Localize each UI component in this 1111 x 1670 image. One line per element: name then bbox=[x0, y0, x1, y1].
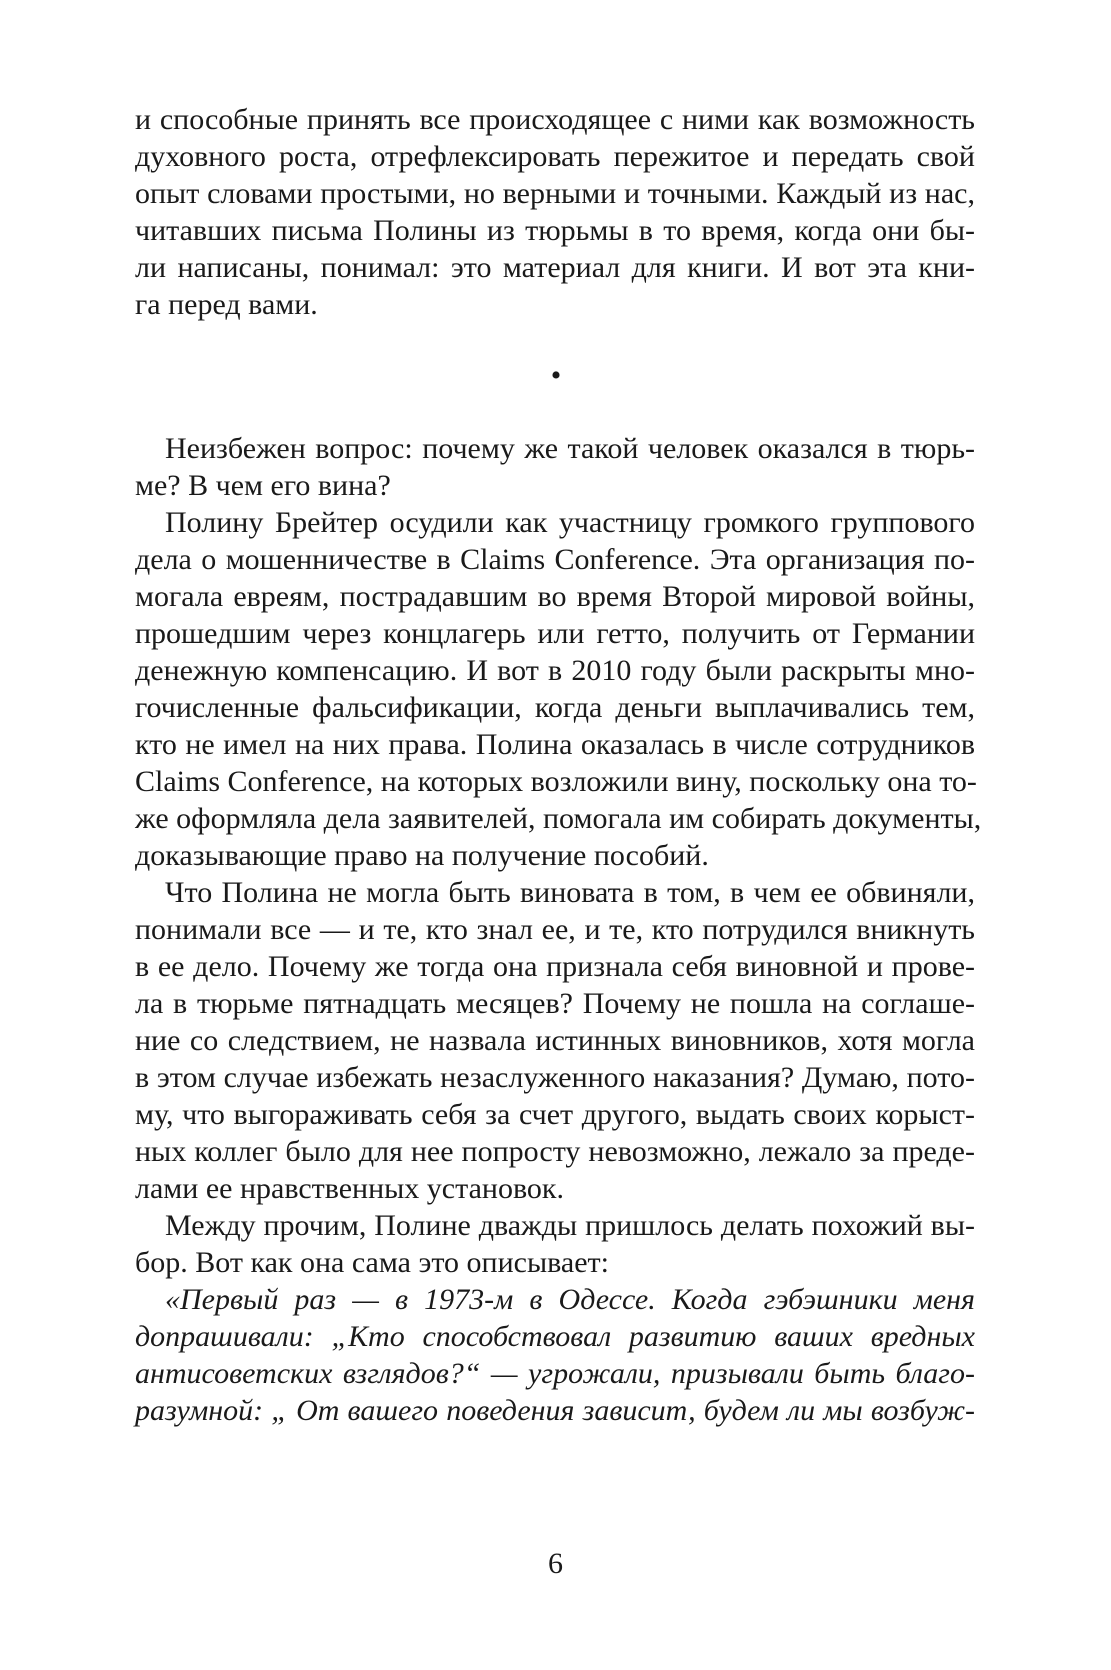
text-line: гочисленные фальсификации, когда деньги выплачивались тем, bbox=[135, 691, 975, 724]
text-line: Неизбежен вопрос: почему же такой человек оказался в тюрь- bbox=[165, 432, 975, 465]
text-line: кто не имел на них права. Полина оказалась в числе сотрудников bbox=[135, 728, 975, 761]
paragraph-2 bbox=[135, 504, 982, 874]
text-line: ных коллег было для нее попросту невозможно, лежало за преде- bbox=[135, 1135, 975, 1168]
text-line: прошедшим через концлагерь или гетто, получить от Германии bbox=[135, 617, 975, 650]
section-separator-bullet: • bbox=[550, 359, 562, 392]
text-line: «Первый раз — в 1973-м в Одессе. Когда гэбэшники меня bbox=[165, 1283, 975, 1316]
text-line: Полину Брейтер осудили как участницу громкого группового bbox=[165, 506, 975, 539]
text-line: читавших письма Полины из тюрьмы в то время, когда они бы- bbox=[135, 214, 975, 247]
page-number: 6 bbox=[548, 1547, 563, 1580]
text-line: доказывающие право на получение пособий. bbox=[135, 839, 709, 872]
text-line: допрашивали: „Кто способствовал развитию ваших вредных bbox=[135, 1320, 975, 1353]
text-line: духовного роста, отрефлексировать пережитое и передать свой bbox=[135, 140, 975, 173]
text-line: дела о мошенничестве в Claims Conference. Эта организация по- bbox=[135, 543, 975, 576]
paragraph-3 bbox=[135, 874, 975, 1207]
text-line: ли написаны, понимал: это материал для книги. И вот эта кни- bbox=[135, 251, 975, 284]
text-line: Между прочим, Полине дважды пришлось делать похожий вы- bbox=[165, 1209, 975, 1242]
text-line: му, что выгораживать себя за счет другого, выдать своих корыст- bbox=[135, 1098, 975, 1131]
text-line: разумной: „ От вашего поведения зависит, будем ли мы возбуж- bbox=[135, 1394, 975, 1427]
text-line: понимали все — и те, кто знал ее, и те, кто потрудился вникнуть bbox=[135, 913, 975, 946]
text-line: антисоветских взглядов?“ — угрожали, призывали быть благо- bbox=[135, 1357, 975, 1390]
text-line: же оформляла дела заявителей, помогала им собирать документы, bbox=[135, 802, 982, 835]
text-line: и способные принять все происходящее с ними как возможность bbox=[135, 103, 975, 136]
text-line: Claims Conference, на которых возложили вину, поскольку она то- bbox=[135, 765, 977, 798]
text-line: опыт словами простыми, но верными и точными. Каждый из нас, bbox=[135, 177, 975, 210]
text-line: ме? В чем его вина? bbox=[135, 469, 391, 502]
text-line: денежную компенсацию. И вот в 2010 году были раскрыты мно- bbox=[135, 654, 975, 687]
main-text bbox=[135, 430, 982, 1429]
text-line: ние со следствием, не назвала истинных виновников, хотя могла bbox=[135, 1024, 975, 1057]
text-line: га перед вами. bbox=[135, 288, 318, 321]
text-line: Что Полина не могла быть виновата в том, в чем ее обвиняли, bbox=[165, 876, 975, 909]
top-paragraph bbox=[135, 101, 975, 323]
paragraph-1 bbox=[135, 430, 975, 504]
text-line: в ее дело. Почему же тогда она признала себя виновной и прове- bbox=[135, 950, 975, 983]
text-line: ла в тюрьме пятнадцать месяцев? Почему не пошла на соглаше- bbox=[135, 987, 975, 1020]
paragraph-4 bbox=[135, 1207, 975, 1281]
text-line: лами ее нравственных установок. bbox=[135, 1172, 565, 1205]
text-line: в этом случае избежать незаслуженного наказания? Думаю, пото- bbox=[135, 1061, 975, 1094]
text-line: бор. Вот как она сама это описывает: bbox=[135, 1246, 609, 1279]
text-line: могала евреям, пострадавшим во время Второй мировой войны, bbox=[135, 580, 975, 613]
quote-paragraph bbox=[135, 1281, 975, 1429]
